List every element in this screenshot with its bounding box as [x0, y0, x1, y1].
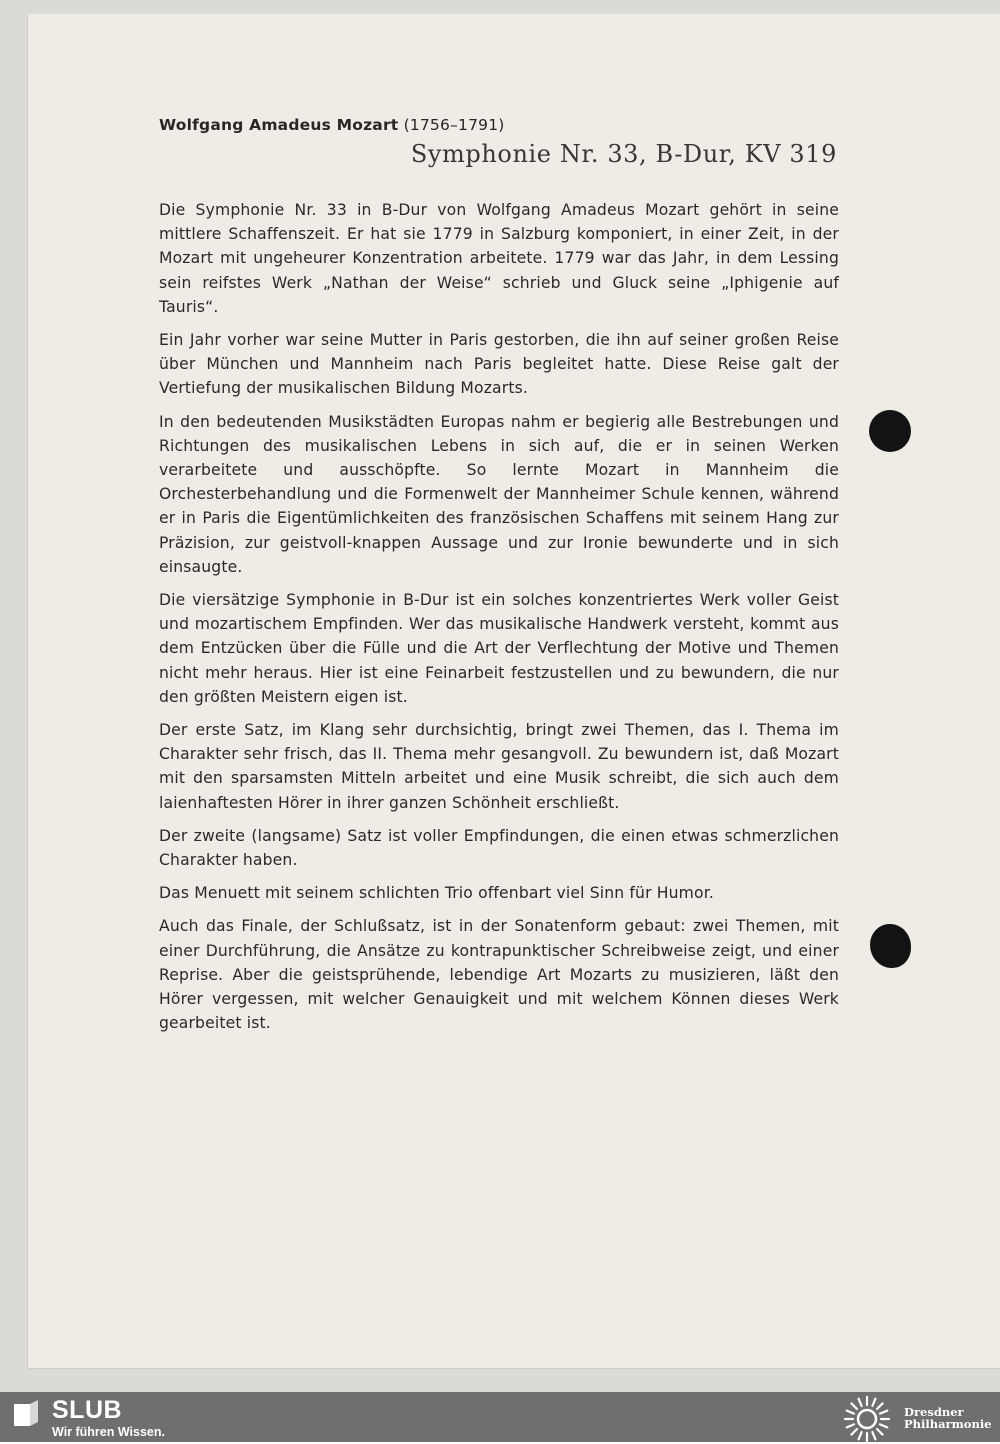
partner-name-line1: Dresdner	[904, 1405, 964, 1419]
paragraph: Die Symphonie Nr. 33 in B-Dur von Wolfgang Amadeus Mozart gehört in seine mittlere Schaffenszeit. Er hat sie 1779 in Salzburg komponiert, in einer Zeit, in der Mozart mit ungeheurer Konzentration arbeitete. 1779 war das Jahr, in dem Lessing sein reifstes Werk „Nathan der Weise“ schrieb und Gluck seine „Iphigenie auf Tauris“.	[159, 201, 839, 316]
work-title: Symphonie Nr. 33, B-Dur, KV 319	[410, 140, 837, 168]
program-note-body	[159, 198, 839, 1045]
composer-name: Wolfgang Amadeus Mozart	[159, 116, 399, 134]
paragraph: Der zweite (langsame) Satz ist voller Empfindungen, die einen etwas schmerzlichen Charakter haben.	[159, 826, 839, 870]
philharmonie-logo-icon	[842, 1394, 892, 1444]
library-tagline: Wir führen Wissen.	[52, 1425, 165, 1439]
paragraph: In den bedeutenden Musikstädten Europas nahm er begierig alle Bestrebungen und Richtungen des musikalischen Lebens in sich auf, die er in seinen Werken verarbeitete und ausschöpfte. So lernte Mozart in Mannheim die Orchesterbehandlung und die Formenwelt der Mannheimer Schule kennen, während er in Paris die Eigentümlichkeiten des französischen Schaffens mit seinem Hang zur Präzision, zur geistvoll-knappen Aussage und zur Ironie bewunderte und in sich einsaugte.	[159, 412, 839, 576]
composer-heading	[159, 116, 505, 134]
paragraph: Auch das Finale, der Schlußsatz, ist in der Sonatenform gebaut: zwei Themen, mit einer Durchführung, die Ansätze zu kontrapunktischer Schreibweise zeigt, und einer Reprise. Aber die geistsprühende, lebendige Art Mozarts zu musizieren, läßt den Hörer vergessen, mit welcher Genauigkeit und mit welchem Können dieses Werk gearbeitet ist.	[159, 917, 839, 1033]
library-name: SLUB	[52, 1396, 123, 1424]
paragraph: Ein Jahr vorher war seine Mutter in Paris gestorben, die ihn auf seiner großen Reise über München und Mannheim nach Paris begleitet hatte. Diese Reise galt der Vertiefung der musikalischen Bildung Mozarts.	[159, 331, 839, 398]
composer-dates: (1756–1791)	[403, 116, 505, 134]
paragraph: Der erste Satz, im Klang sehr durchsichtig, bringt zwei Themen, das I. Thema im Charakter sehr frisch, das II. Thema mehr gesangvoll. Zu bewundern ist, daß Mozart mit den sparsamsten Mitteln arbeitet und eine Musik schreibt, die sich auch dem laienhaftesten Hörer in ihrer ganzen Schönheit erschließt.	[159, 721, 839, 812]
paragraph: Die viersätzige Symphonie in B-Dur ist ein solches konzentriertes Werk voller Geist und mozartischem Empfinden. Wer das musikalische Handwerk versteht, kommt aus dem Entzücken über die Fülle und die Art der Verflechtung der Motive und Themen nicht mehr heraus. Hier ist eine Feinarbeit festzustellen und zu bewundern, die nur den größten Meistern eigen ist.	[159, 591, 839, 706]
partner-name-line2: Philharmonie	[904, 1417, 992, 1431]
paragraph: Das Menuett mit seinem schlichten Trio offenbart viel Sinn für Humor.	[159, 884, 714, 903]
slub-logo-icon	[12, 1400, 40, 1430]
punch-hole-upper	[869, 410, 911, 452]
footer-bar	[0, 1392, 1000, 1442]
punch-hole-lower	[870, 924, 911, 968]
partner-name	[904, 1406, 992, 1430]
